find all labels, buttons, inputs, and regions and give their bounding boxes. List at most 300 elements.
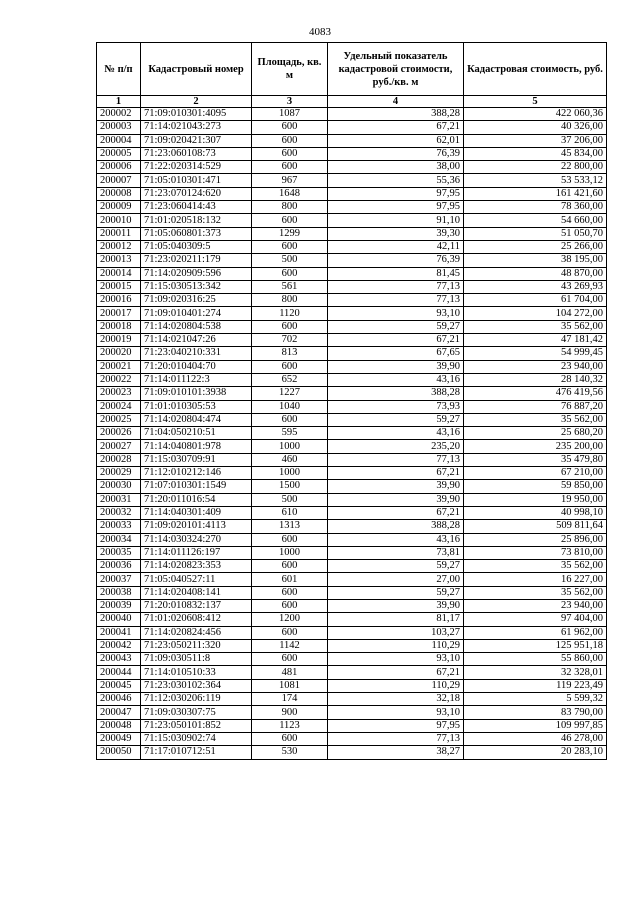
cadastral-value-cell: 37 206,00 <box>464 134 607 147</box>
cadastral-value-cell: 48 870,00 <box>464 267 607 280</box>
cadastral-number-cell: 71:22:020314:529 <box>141 161 252 174</box>
area-cell: 600 <box>252 560 328 573</box>
area-cell: 1313 <box>252 520 328 533</box>
cadastral-number-cell: 71:09:030511:8 <box>141 653 252 666</box>
table-row <box>97 520 607 533</box>
cadastral-value-cell: 54 660,00 <box>464 214 607 227</box>
area-cell: 600 <box>252 161 328 174</box>
table-row <box>97 746 607 759</box>
area-cell: 1000 <box>252 440 328 453</box>
cadastral-number-cell: 71:23:030102:364 <box>141 679 252 692</box>
specific-value-cell: 388,28 <box>328 387 464 400</box>
cadastral-number-cell: 71:04:050210:51 <box>141 427 252 440</box>
table-row <box>97 533 607 546</box>
header-specific-value: Удельный показатель кадастровой стоимости, руб./кв. м <box>328 43 464 96</box>
area-cell: 600 <box>252 320 328 333</box>
area-cell: 1081 <box>252 679 328 692</box>
area-cell: 1123 <box>252 719 328 732</box>
cadastral-value-cell: 67 210,00 <box>464 467 607 480</box>
area-cell: 601 <box>252 573 328 586</box>
area-cell: 967 <box>252 174 328 187</box>
specific-value-cell: 39,90 <box>328 599 464 612</box>
cadastral-number-cell: 71:23:060108:73 <box>141 147 252 160</box>
header-cadastral-value: Кадастровая стоимость, руб. <box>464 43 607 96</box>
area-cell: 600 <box>252 586 328 599</box>
specific-value-cell: 59,27 <box>328 320 464 333</box>
area-cell: 500 <box>252 493 328 506</box>
specific-value-cell: 38,00 <box>328 161 464 174</box>
cadastral-value-cell: 51 050,70 <box>464 227 607 240</box>
cadastral-value-cell: 25 680,20 <box>464 427 607 440</box>
cadastral-number-cell: 71:09:020316:25 <box>141 294 252 307</box>
specific-value-cell: 103,27 <box>328 626 464 639</box>
cadastral-value-cell: 59 850,00 <box>464 480 607 493</box>
cadastral-value-cell: 83 790,00 <box>464 706 607 719</box>
specific-value-cell: 43,16 <box>328 427 464 440</box>
page-number: 4083 <box>309 26 331 38</box>
cadastral-number-cell: 71:09:030307:75 <box>141 706 252 719</box>
cadastral-number-cell: 71:14:010510:33 <box>141 666 252 679</box>
cadastral-number-cell: 71:01:020518:132 <box>141 214 252 227</box>
area-cell: 460 <box>252 453 328 466</box>
table-row <box>97 294 607 307</box>
table-row <box>97 560 607 573</box>
table-row <box>97 201 607 214</box>
specific-value-cell: 77,13 <box>328 294 464 307</box>
table-row <box>97 214 607 227</box>
cadastral-value-cell: 61 704,00 <box>464 294 607 307</box>
cadastral-value-cell: 97 404,00 <box>464 613 607 626</box>
area-cell: 702 <box>252 334 328 347</box>
cadastral-number-cell: 71:05:010301:471 <box>141 174 252 187</box>
table-row <box>97 400 607 413</box>
cadastral-value-cell: 45 834,00 <box>464 147 607 160</box>
area-cell: 600 <box>252 214 328 227</box>
cadastral-value-cell: 19 950,00 <box>464 493 607 506</box>
cadastral-value-cell: 235 200,00 <box>464 440 607 453</box>
specific-value-cell: 27,00 <box>328 573 464 586</box>
row-number-cell: 200018 <box>97 320 141 333</box>
area-cell: 600 <box>252 134 328 147</box>
row-number-cell: 200039 <box>97 599 141 612</box>
specific-value-cell: 73,81 <box>328 546 464 559</box>
specific-value-cell: 77,13 <box>328 732 464 745</box>
cadastral-number-cell: 71:09:010101:3938 <box>141 387 252 400</box>
area-cell: 1299 <box>252 227 328 240</box>
cadastral-number-cell: 71:14:020804:538 <box>141 320 252 333</box>
area-cell: 1142 <box>252 639 328 652</box>
specific-value-cell: 62,01 <box>328 134 464 147</box>
column-number: 3 <box>252 96 328 108</box>
table-row <box>97 121 607 134</box>
cadastral-value-cell: 35 562,00 <box>464 320 607 333</box>
area-cell: 1200 <box>252 613 328 626</box>
cadastral-value-cell: 47 181,42 <box>464 334 607 347</box>
table-row <box>97 480 607 493</box>
area-cell: 1120 <box>252 307 328 320</box>
cadastral-value-cell: 40 998,10 <box>464 506 607 519</box>
table-row <box>97 586 607 599</box>
table-row <box>97 161 607 174</box>
cadastral-value-cell: 35 562,00 <box>464 586 607 599</box>
cadastral-number-cell: 71:23:050211:320 <box>141 639 252 652</box>
table-row <box>97 360 607 373</box>
specific-value-cell: 67,21 <box>328 467 464 480</box>
cadastral-number-cell: 71:23:060414:43 <box>141 201 252 214</box>
row-number-cell: 200028 <box>97 453 141 466</box>
specific-value-cell: 93,10 <box>328 706 464 719</box>
row-number-cell: 200012 <box>97 240 141 253</box>
specific-value-cell: 388,28 <box>328 520 464 533</box>
area-cell: 600 <box>252 732 328 745</box>
row-number-cell: 200049 <box>97 732 141 745</box>
row-number-cell: 200023 <box>97 387 141 400</box>
specific-value-cell: 97,95 <box>328 719 464 732</box>
specific-value-cell: 81,17 <box>328 613 464 626</box>
row-number-cell: 200019 <box>97 334 141 347</box>
area-cell: 800 <box>252 294 328 307</box>
specific-value-cell: 110,29 <box>328 639 464 652</box>
table-row <box>97 280 607 293</box>
row-number-cell: 200007 <box>97 174 141 187</box>
cadastral-value-cell: 53 533,12 <box>464 174 607 187</box>
specific-value-cell: 91,10 <box>328 214 464 227</box>
row-number-cell: 200032 <box>97 506 141 519</box>
cadastral-value-cell: 25 896,00 <box>464 533 607 546</box>
cadastral-value-cell: 109 997,85 <box>464 719 607 732</box>
header-area: Площадь, кв. м <box>252 43 328 96</box>
row-number-cell: 200040 <box>97 613 141 626</box>
table-row <box>97 599 607 612</box>
row-number-cell: 200022 <box>97 373 141 386</box>
row-number-cell: 200010 <box>97 214 141 227</box>
table-row <box>97 666 607 679</box>
cadastral-value-cell: 422 060,36 <box>464 108 607 121</box>
table-row <box>97 387 607 400</box>
cadastral-value-cell: 20 283,10 <box>464 746 607 759</box>
table-row <box>97 706 607 719</box>
cadastral-number-cell: 71:17:010712:51 <box>141 746 252 759</box>
table-row <box>97 719 607 732</box>
row-number-cell: 200047 <box>97 706 141 719</box>
table-row <box>97 453 607 466</box>
specific-value-cell: 39,30 <box>328 227 464 240</box>
row-number-cell: 200016 <box>97 294 141 307</box>
row-number-cell: 200042 <box>97 639 141 652</box>
area-cell: 600 <box>252 413 328 426</box>
specific-value-cell: 59,27 <box>328 560 464 573</box>
table-row <box>97 679 607 692</box>
row-number-cell: 200029 <box>97 467 141 480</box>
row-number-cell: 200021 <box>97 360 141 373</box>
specific-value-cell: 77,13 <box>328 453 464 466</box>
area-cell: 800 <box>252 201 328 214</box>
area-cell: 530 <box>252 746 328 759</box>
row-number-cell: 200046 <box>97 693 141 706</box>
area-cell: 481 <box>252 666 328 679</box>
area-cell: 813 <box>252 347 328 360</box>
cadastral-number-cell: 71:09:010401:274 <box>141 307 252 320</box>
area-cell: 500 <box>252 254 328 267</box>
table-row <box>97 254 607 267</box>
table-row <box>97 573 607 586</box>
cadastral-number-cell: 71:15:030513:342 <box>141 280 252 293</box>
cadastral-number-cell: 71:14:021043:273 <box>141 121 252 134</box>
row-number-cell: 200024 <box>97 400 141 413</box>
cadastral-value-cell: 61 962,00 <box>464 626 607 639</box>
cadastral-number-cell: 71:14:040301:409 <box>141 506 252 519</box>
column-number: 4 <box>328 96 464 108</box>
cadastral-value-cell: 40 326,00 <box>464 121 607 134</box>
cadastral-number-cell: 71:14:020804:474 <box>141 413 252 426</box>
area-cell: 652 <box>252 373 328 386</box>
specific-value-cell: 67,65 <box>328 347 464 360</box>
specific-value-cell: 97,95 <box>328 201 464 214</box>
specific-value-cell: 76,39 <box>328 147 464 160</box>
cadastral-value-cell: 23 940,00 <box>464 599 607 612</box>
cadastral-value-cell: 509 811,64 <box>464 520 607 533</box>
table-row <box>97 347 607 360</box>
table-row <box>97 334 607 347</box>
cadastral-number-cell: 71:14:011126:197 <box>141 546 252 559</box>
cadastral-number-cell: 71:09:020101:4113 <box>141 520 252 533</box>
area-cell: 600 <box>252 121 328 134</box>
row-number-cell: 200036 <box>97 560 141 573</box>
table-row <box>97 440 607 453</box>
table-row <box>97 108 607 121</box>
cadastral-number-cell: 71:14:020824:456 <box>141 626 252 639</box>
column-number: 5 <box>464 96 607 108</box>
specific-value-cell: 43,16 <box>328 533 464 546</box>
specific-value-cell: 73,93 <box>328 400 464 413</box>
cadastral-number-cell: 71:12:030206:119 <box>141 693 252 706</box>
specific-value-cell: 77,13 <box>328 280 464 293</box>
cadastral-number-cell: 71:15:030902:74 <box>141 732 252 745</box>
cadastral-number-cell: 71:14:020823:353 <box>141 560 252 573</box>
table-column-number-row <box>97 96 607 108</box>
area-cell: 600 <box>252 360 328 373</box>
cadastral-number-cell: 71:23:020211:179 <box>141 254 252 267</box>
cadastral-number-cell: 71:23:050101:852 <box>141 719 252 732</box>
table-body <box>97 108 607 760</box>
cadastral-value-cell: 476 419,56 <box>464 387 607 400</box>
cadastral-number-cell: 71:01:020608:412 <box>141 613 252 626</box>
cadastral-number-cell: 71:09:020421:307 <box>141 134 252 147</box>
row-number-cell: 200002 <box>97 108 141 121</box>
cadastral-number-cell: 71:05:040527:11 <box>141 573 252 586</box>
table-row <box>97 320 607 333</box>
cadastral-number-cell: 71:14:021047:26 <box>141 334 252 347</box>
cadastral-number-cell: 71:15:030709:91 <box>141 453 252 466</box>
specific-value-cell: 39,90 <box>328 493 464 506</box>
table-row <box>97 506 607 519</box>
area-cell: 1227 <box>252 387 328 400</box>
area-cell: 900 <box>252 706 328 719</box>
area-cell: 600 <box>252 147 328 160</box>
cadastral-number-cell: 71:14:011122:3 <box>141 373 252 386</box>
cadastral-value-cell: 46 278,00 <box>464 732 607 745</box>
row-number-cell: 200044 <box>97 666 141 679</box>
row-number-cell: 200005 <box>97 147 141 160</box>
cadastral-value-cell: 104 272,00 <box>464 307 607 320</box>
cadastral-value-cell: 35 562,00 <box>464 413 607 426</box>
header-row-number: № п/п <box>97 43 141 96</box>
specific-value-cell: 67,21 <box>328 121 464 134</box>
cadastral-value-cell: 73 810,00 <box>464 546 607 559</box>
row-number-cell: 200025 <box>97 413 141 426</box>
cadastral-number-cell: 71:09:010301:4095 <box>141 108 252 121</box>
area-cell: 1040 <box>252 400 328 413</box>
cadastral-number-cell: 71:14:020408:141 <box>141 586 252 599</box>
row-number-cell: 200030 <box>97 480 141 493</box>
area-cell: 600 <box>252 653 328 666</box>
row-number-cell: 200009 <box>97 201 141 214</box>
cadastral-value-cell: 125 951,18 <box>464 639 607 652</box>
column-number: 1 <box>97 96 141 108</box>
table-row <box>97 653 607 666</box>
specific-value-cell: 388,28 <box>328 108 464 121</box>
row-number-cell: 200013 <box>97 254 141 267</box>
cadastral-value-cell: 5 599,32 <box>464 693 607 706</box>
cadastral-value-cell: 32 328,01 <box>464 666 607 679</box>
cadastral-value-cell: 55 860,00 <box>464 653 607 666</box>
area-cell: 1087 <box>252 108 328 121</box>
row-number-cell: 200043 <box>97 653 141 666</box>
area-cell: 600 <box>252 626 328 639</box>
row-number-cell: 200015 <box>97 280 141 293</box>
specific-value-cell: 235,20 <box>328 440 464 453</box>
specific-value-cell: 38,27 <box>328 746 464 759</box>
cadastral-number-cell: 71:07:010301:1549 <box>141 480 252 493</box>
row-number-cell: 200003 <box>97 121 141 134</box>
row-number-cell: 200048 <box>97 719 141 732</box>
area-cell: 561 <box>252 280 328 293</box>
cadastral-value-cell: 28 140,32 <box>464 373 607 386</box>
specific-value-cell: 67,21 <box>328 666 464 679</box>
table-row <box>97 493 607 506</box>
specific-value-cell: 97,95 <box>328 187 464 200</box>
specific-value-cell: 42,11 <box>328 240 464 253</box>
specific-value-cell: 67,21 <box>328 334 464 347</box>
area-cell: 600 <box>252 240 328 253</box>
specific-value-cell: 59,27 <box>328 413 464 426</box>
table-row <box>97 267 607 280</box>
cadastral-value-cell: 76 887,20 <box>464 400 607 413</box>
table-row <box>97 693 607 706</box>
specific-value-cell: 76,39 <box>328 254 464 267</box>
table-row <box>97 307 607 320</box>
cadastral-value-cell: 35 479,80 <box>464 453 607 466</box>
area-cell: 600 <box>252 599 328 612</box>
table-row <box>97 373 607 386</box>
specific-value-cell: 43,16 <box>328 373 464 386</box>
cadastral-value-cell: 22 800,00 <box>464 161 607 174</box>
cadastral-number-cell: 71:14:020909:596 <box>141 267 252 280</box>
cadastral-value-cell: 43 269,93 <box>464 280 607 293</box>
cadastral-number-cell: 71:14:030324:270 <box>141 533 252 546</box>
cadastral-number-cell: 71:01:010305:53 <box>141 400 252 413</box>
area-cell: 600 <box>252 267 328 280</box>
table-row <box>97 639 607 652</box>
area-cell: 1000 <box>252 467 328 480</box>
specific-value-cell: 67,21 <box>328 506 464 519</box>
specific-value-cell: 93,10 <box>328 653 464 666</box>
row-number-cell: 200027 <box>97 440 141 453</box>
table-row <box>97 427 607 440</box>
area-cell: 600 <box>252 533 328 546</box>
area-cell: 174 <box>252 693 328 706</box>
specific-value-cell: 59,27 <box>328 586 464 599</box>
row-number-cell: 200038 <box>97 586 141 599</box>
specific-value-cell: 110,29 <box>328 679 464 692</box>
cadastral-number-cell: 71:23:040210:331 <box>141 347 252 360</box>
row-number-cell: 200014 <box>97 267 141 280</box>
row-number-cell: 200026 <box>97 427 141 440</box>
cadastral-number-cell: 71:20:011016:54 <box>141 493 252 506</box>
row-number-cell: 200045 <box>97 679 141 692</box>
cadastral-number-cell: 71:12:010212:146 <box>141 467 252 480</box>
area-cell: 1000 <box>252 546 328 559</box>
row-number-cell: 200006 <box>97 161 141 174</box>
cadastral-number-cell: 71:05:040309:5 <box>141 240 252 253</box>
row-number-cell: 200035 <box>97 546 141 559</box>
area-cell: 595 <box>252 427 328 440</box>
column-number: 2 <box>141 96 252 108</box>
area-cell: 1648 <box>252 187 328 200</box>
cadastral-value-cell: 78 360,00 <box>464 201 607 214</box>
cadastral-number-cell: 71:23:070124:620 <box>141 187 252 200</box>
row-number-cell: 200011 <box>97 227 141 240</box>
cadastral-value-cell: 38 195,00 <box>464 254 607 267</box>
specific-value-cell: 55,36 <box>328 174 464 187</box>
cadastral-value-cell: 16 227,00 <box>464 573 607 586</box>
row-number-cell: 200033 <box>97 520 141 533</box>
area-cell: 1500 <box>252 480 328 493</box>
row-number-cell: 200034 <box>97 533 141 546</box>
table-row <box>97 467 607 480</box>
cadastral-value-cell: 23 940,00 <box>464 360 607 373</box>
row-number-cell: 200031 <box>97 493 141 506</box>
cadastral-value-cell: 25 266,00 <box>464 240 607 253</box>
cadastral-value-cell: 54 999,45 <box>464 347 607 360</box>
area-cell: 610 <box>252 506 328 519</box>
specific-value-cell: 81,45 <box>328 267 464 280</box>
cadastral-number-cell: 71:20:010832:137 <box>141 599 252 612</box>
specific-value-cell: 93,10 <box>328 307 464 320</box>
specific-value-cell: 39,90 <box>328 480 464 493</box>
cadastral-number-cell: 71:20:010404:70 <box>141 360 252 373</box>
specific-value-cell: 32,18 <box>328 693 464 706</box>
row-number-cell: 200050 <box>97 746 141 759</box>
table-row <box>97 413 607 426</box>
table-header-row <box>97 43 607 96</box>
row-number-cell: 200020 <box>97 347 141 360</box>
cadastral-number-cell: 71:14:040801:978 <box>141 440 252 453</box>
table-row <box>97 187 607 200</box>
cadastral-value-table <box>96 42 607 760</box>
row-number-cell: 200008 <box>97 187 141 200</box>
cadastral-value-cell: 35 562,00 <box>464 560 607 573</box>
specific-value-cell: 39,90 <box>328 360 464 373</box>
row-number-cell: 200041 <box>97 626 141 639</box>
table-row <box>97 546 607 559</box>
table-row <box>97 174 607 187</box>
table-row <box>97 227 607 240</box>
table-row <box>97 240 607 253</box>
table-row <box>97 147 607 160</box>
row-number-cell: 200017 <box>97 307 141 320</box>
cadastral-number-cell: 71:05:060801:373 <box>141 227 252 240</box>
